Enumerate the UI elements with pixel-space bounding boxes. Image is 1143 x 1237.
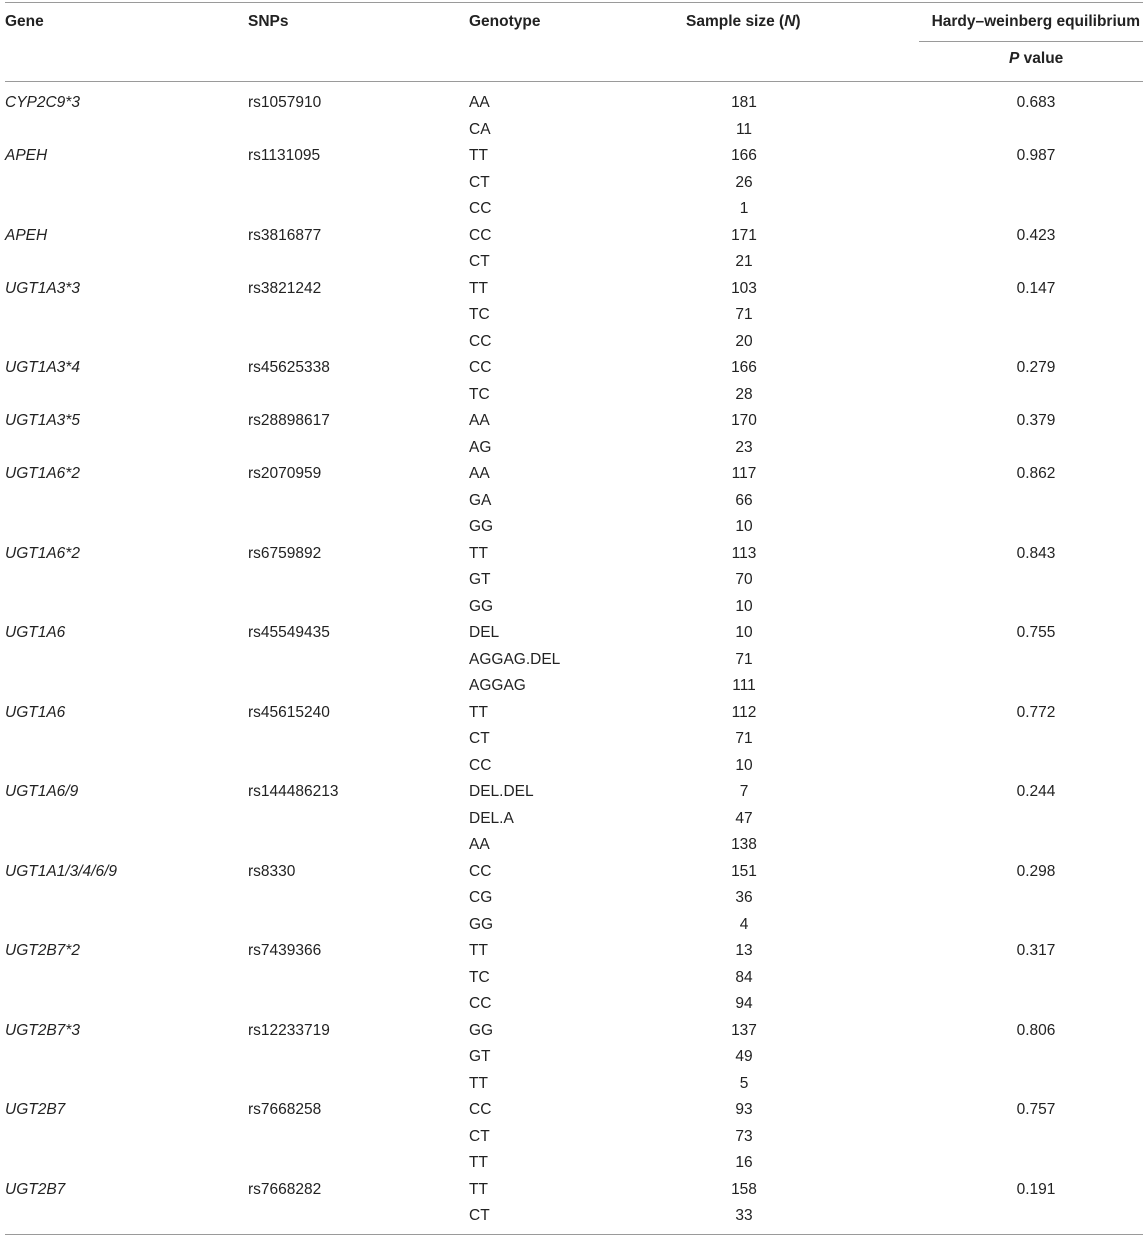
gene-cell: UGT1A6 [5,624,66,641]
sample-size-cell: 4 [739,915,749,933]
genotype-cell: GG [469,597,494,615]
sample-size-cell: 170 [731,412,757,429]
p-value-cell: 0.772 [1016,703,1056,721]
sample-size-cell: 158 [731,1180,757,1198]
genotype-cell: AA [469,836,490,853]
table-row [0,912,1143,939]
genotype-cell: DEL.DEL [469,783,534,800]
table-row [0,1071,1143,1098]
sample-size-cell: 66 [735,491,753,509]
p-value-cell: 0.987 [1016,147,1056,164]
table-row [0,90,1143,117]
table-row [0,408,1143,435]
table-row [0,965,1143,992]
genotype-cell: GG [469,915,494,933]
sample-size-cell: 36 [735,889,753,906]
table-row [0,806,1143,833]
table-row [0,1124,1143,1151]
genotype-cell: CA [469,120,491,138]
snp-cell: rs1131095 [248,147,321,164]
table-row [0,461,1143,488]
table-row [0,647,1143,674]
p-value-cell: 0.379 [1016,412,1056,429]
table-row [0,1150,1143,1177]
table-row [0,435,1143,462]
sample-size-cell: 21 [735,253,753,270]
genotype-cell: TT [469,1154,488,1171]
genotype-cell: CC [469,200,492,217]
table-row [0,1018,1143,1045]
snp-cell: rs7668282 [248,1180,322,1198]
p-value-cell: 0.279 [1016,359,1056,376]
sample-size-cell: 7 [739,783,749,800]
gene-cell: UGT1A6*2 [5,544,80,562]
snp-cell: rs1057910 [248,94,322,111]
header-bottom-rule [5,81,1143,82]
genotype-cell: CC [469,862,492,880]
genotype-cell: DEL.A [469,809,514,827]
genotype-cell: TT [469,942,488,959]
snp-cell: rs3821242 [248,279,322,297]
sample-size-cell: 112 [731,703,757,721]
table-row [0,620,1143,647]
table-row [0,1044,1143,1071]
sample-size-cell: 47 [735,809,753,827]
snp-cell: rs2070959 [248,465,322,482]
table-row [0,859,1143,886]
sample-size-cell: 33 [735,1207,753,1224]
snp-cell: rs144486213 [248,783,339,800]
genotype-cell: TT [469,1180,488,1198]
table-row [0,196,1143,223]
header-sample-size [686,13,801,31]
sample-size-cell: 71 [735,306,753,323]
sample-size-cell: 71 [735,730,753,747]
genotype-cell: CT [469,730,490,747]
sample-size-cell: 138 [731,836,757,853]
table-row [0,382,1143,409]
genotype-cell: AG [469,438,492,456]
snp-cell: rs7668258 [248,1101,322,1118]
snp-cell: rs45625338 [248,359,330,376]
gene-cell: UGT2B7 [5,1101,66,1118]
p-value-cell: 0.843 [1016,544,1056,562]
table-bottom-rule [5,1234,1143,1235]
snp-cell: rs3816877 [248,226,322,244]
table-row [0,779,1143,806]
sample-size-cell: 103 [731,279,757,297]
table-body [0,90,1143,1230]
gene-cell: UGT1A6 [5,703,66,721]
header-sub-rule [919,41,1143,42]
table-row [0,700,1143,727]
p-value-cell: 0.755 [1016,624,1056,641]
sample-size-cell: 10 [735,624,753,641]
sample-size-cell: 10 [735,597,753,615]
table-row [0,170,1143,197]
p-value-cell: 0.806 [1016,1021,1056,1039]
sample-size-cell: 10 [735,518,753,535]
gene-cell: UGT1A1/3/4/6/9 [5,862,118,880]
genotype-cell: CG [469,889,493,906]
genotype-cell: GT [469,1048,491,1065]
p-value-cell: 0.147 [1016,279,1056,297]
table-row [0,514,1143,541]
genotype-cell: CT [469,173,490,191]
genotype-cell: CT [469,253,490,270]
genotype-cell: GA [469,491,492,509]
table-row [0,1097,1143,1124]
p-value-cell: 0.298 [1016,862,1056,880]
genotype-cell: AA [469,465,490,482]
header-sample-size-prefix: Sample size ( [686,13,785,30]
genotype-cell: CC [469,756,492,774]
snp-cell: rs8330 [248,862,296,880]
header-p-symbol: P [1009,50,1020,67]
sample-size-cell: 111 [732,677,756,694]
p-value-cell: 0.423 [1016,226,1056,244]
sample-size-cell: 166 [731,359,757,376]
sample-size-cell: 93 [735,1101,753,1118]
genotype-cell: TT [469,279,488,297]
snp-cell: rs28898617 [248,412,330,429]
table-row [0,832,1143,859]
sample-size-cell: 13 [735,942,753,959]
sample-size-cell: 94 [735,995,753,1012]
snp-cell: rs45549435 [248,624,330,641]
sample-size-cell: 5 [739,1074,749,1092]
table-row [0,276,1143,303]
table-row [0,673,1143,700]
genotype-cell: GG [469,518,494,535]
sample-size-cell: 181 [731,94,757,111]
table-row [0,302,1143,329]
gene-cell: UGT1A6/9 [5,783,79,800]
header-snps: SNPs [248,13,289,30]
sample-size-cell: 171 [731,226,757,244]
sample-size-cell: 73 [735,1127,753,1145]
sample-size-cell: 84 [735,968,753,986]
header-hardy-weinberg: Hardy–weinberg equilibrium [931,13,1140,30]
genotype-cell: DEL [469,624,500,641]
genotype-cell: CC [469,1101,492,1118]
sample-size-cell: 16 [735,1154,753,1171]
header-p-suffix: value [1019,50,1064,67]
gene-cell: UGT2B7 [5,1180,66,1198]
genotype-cell: CC [469,226,492,244]
header-sample-size-symbol: N [784,13,796,30]
table-row [0,223,1143,250]
sample-size-cell: 20 [735,332,753,350]
p-value-cell: 0.757 [1016,1101,1056,1118]
table-row [0,355,1143,382]
snp-cell: rs7439366 [248,942,322,959]
header-gene: Gene [5,13,44,30]
genotype-cell: TC [469,385,490,403]
table-row [0,594,1143,621]
genotype-cell: AGGAG.DEL [469,650,561,668]
sample-size-cell: 11 [735,120,753,138]
sample-size-cell: 70 [735,571,753,588]
gene-cell: UGT1A6*2 [5,465,80,482]
gene-cell: UGT2B7*3 [5,1021,80,1039]
sample-size-cell: 26 [735,173,753,191]
genotype-cell: GG [469,1021,494,1039]
genotype-cell: CT [469,1127,490,1145]
p-value-cell: 0.191 [1016,1180,1056,1198]
genotype-cell: TT [469,703,488,721]
table-row [0,753,1143,780]
genotype-cell: AA [469,94,490,111]
genotype-cell: AA [469,412,490,429]
sample-size-cell: 137 [731,1021,757,1039]
p-value-cell: 0.317 [1016,942,1056,959]
table-row [0,567,1143,594]
sample-size-cell: 23 [735,438,753,456]
sample-size-cell: 113 [731,544,757,562]
gene-cell: UGT2B7*2 [5,942,80,959]
table-top-rule [5,2,1143,3]
genotype-cell: CC [469,359,492,376]
genotype-cell: CC [469,332,492,350]
snp-cell: rs6759892 [248,544,322,562]
header-genotype: Genotype [469,13,541,30]
header-p-value [1009,50,1063,68]
genotype-cell: TT [469,544,488,562]
table-row [0,143,1143,170]
sample-size-cell: 10 [735,756,753,774]
sample-size-cell: 166 [731,147,757,164]
genotype-cell: AGGAG [469,677,526,694]
sample-size-cell: 1 [739,200,749,217]
p-value-cell: 0.244 [1016,783,1056,800]
gene-cell: APEH [5,226,48,244]
table-row [0,1177,1143,1204]
gene-cell: APEH [5,147,48,164]
table-row [0,991,1143,1018]
p-value-cell: 0.683 [1016,94,1056,111]
table-row [0,938,1143,965]
table-row [0,1203,1143,1230]
snp-cell: rs45615240 [248,703,330,721]
sample-size-cell: 117 [731,465,757,482]
genotype-cell: GT [469,571,491,588]
table-row [0,117,1143,144]
gene-cell: UGT1A3*5 [5,412,80,429]
genotype-cell: TT [469,147,488,164]
table-row [0,249,1143,276]
sample-size-cell: 49 [735,1048,753,1065]
table-row [0,329,1143,356]
p-value-cell: 0.862 [1016,465,1056,482]
table-row [0,488,1143,515]
sample-size-cell: 28 [735,385,753,403]
genotype-cell: CT [469,1207,490,1224]
sample-size-cell: 71 [735,650,753,668]
gene-cell: UGT1A3*4 [5,359,80,376]
gene-cell: UGT1A3*3 [5,279,80,297]
sample-size-cell: 151 [731,862,757,880]
header-sample-size-suffix: ) [795,13,801,30]
snp-cell: rs12233719 [248,1021,330,1039]
genotype-cell: CC [469,995,492,1012]
table-row [0,541,1143,568]
table-row [0,885,1143,912]
gene-cell: CYP2C9*3 [5,94,80,111]
genotype-cell: TC [469,968,490,986]
table-row [0,726,1143,753]
genotype-cell: TC [469,306,490,323]
genotype-cell: TT [469,1074,488,1092]
